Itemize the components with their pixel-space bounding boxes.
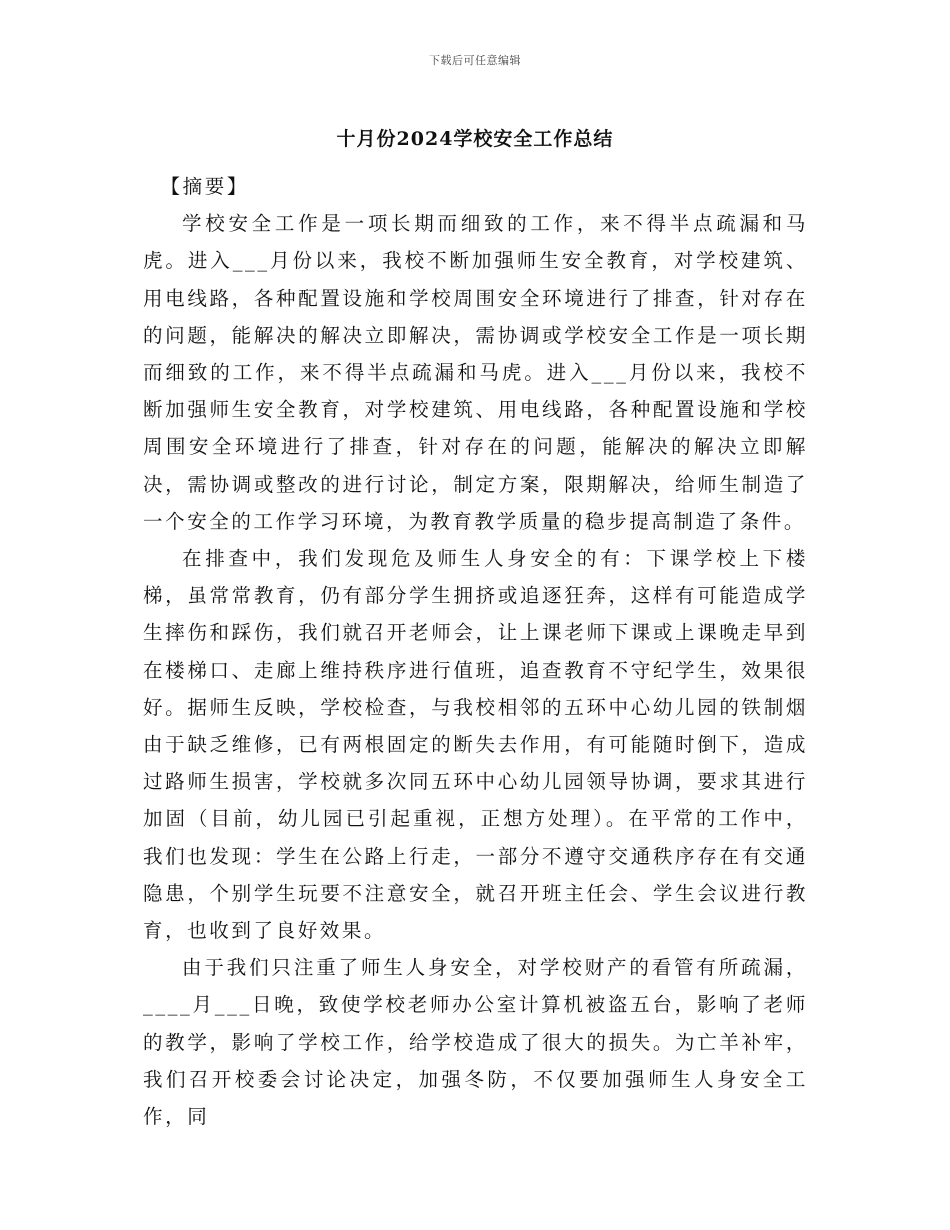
section-heading-abstract: 【摘要】 xyxy=(160,175,249,198)
page-header-note: 下载后可任意编辑 xyxy=(429,54,521,67)
document-body xyxy=(143,168,808,1135)
paragraph-3: 由于我们只注重了师生人身安全，对学校财产的看管有所疏漏，____月___日晚，致使学校老师办公室计算机被盗五台，影响了老师的教学，影响了学校工作，给学校造成了很大的损失。为亡羊补牢，我们召开校委会讨论决定，加强冬防，不仅要加强师生人身安全工作，同 xyxy=(143,956,808,1129)
paragraph-1: 学校安全工作是一项长期而细致的工作，来不得半点疏漏和马虎。进入___月份以来，我校不断加强师生安全教育，对学校建筑、用电线路，各种配置设施和学校周围安全环境进行了排查，针对存在的问题，能解决的解决立即解决，需协调或学校安全工作是一项长期而细致的工作，来不得半点疏漏和马虎。进入___月份以来，我校不断加强师生安全教育，对学校建筑、用电线路，各种配置设施和学校周围安全环境进行了排查，针对存在的问题，能解决的解决立即解决，需协调或整改的进行讨论，制定方案，限期解决，给师生制造了一个安全的工作学习环境，为教育教学质量的稳步提高制造了条件。 xyxy=(143,212,808,533)
paragraph-2: 在排查中，我们发现危及师生人身安全的有：下课学校上下楼梯，虽常常教育，仍有部分学生拥挤或追逐狂奔，这样有可能造成学生摔伤和踩伤，我们就召开老师会，让上课老师下课或上课晚走早到在楼梯口、走廊上维持秩序进行值班，追查教育不守纪学生，效果很好。据师生反映，学校检查，与我校相邻的五环中心幼儿园的铁制烟由于缺乏维修，已有两根固定的断失去作用，有可能随时倒下，造成过路师生损害，学校就多次同五环中心幼儿园领导协调，要求其进行加固（目前，幼儿园已引起重视，正想方处理）。在平常的工作中，我们也发现：学生在公路上行走，一部分不遵守交通秩序存在有交通隐患，个别学生玩要不注意安全，就召开班主任会、学生会议进行教育，也收到了良好效果。 xyxy=(143,547,808,943)
document-title: 十月份2024学校安全工作总结 xyxy=(336,128,614,150)
